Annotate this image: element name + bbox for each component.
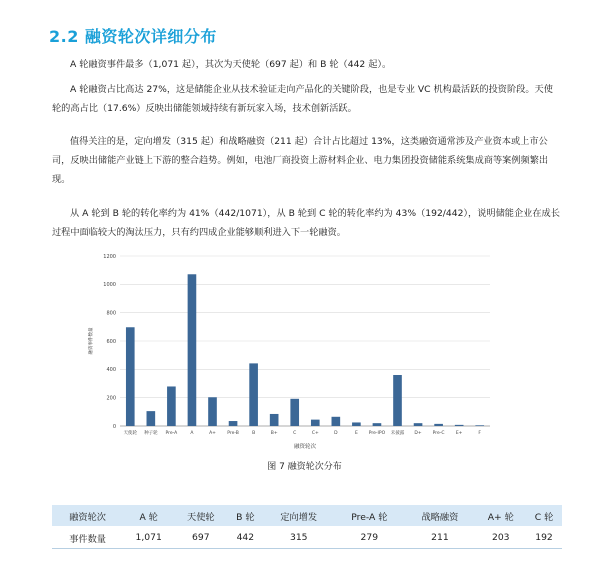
table-row xyxy=(52,527,562,549)
x-axis-title: 融资轮次 xyxy=(293,444,317,450)
bar xyxy=(475,425,484,426)
x-tick-label: D+ xyxy=(414,431,422,436)
y-tick-label: 800 xyxy=(106,310,116,317)
table-header-cell: B 轮 xyxy=(228,505,264,527)
x-tick-label: 天使轮 xyxy=(123,431,138,436)
bar xyxy=(332,417,341,426)
bar xyxy=(455,425,464,426)
bar xyxy=(290,399,299,426)
bar xyxy=(167,386,176,426)
table-header-cell: 定向增发 xyxy=(263,505,334,527)
table-cell: 697 xyxy=(174,527,227,549)
bar xyxy=(249,363,258,426)
bar xyxy=(311,420,320,426)
bar xyxy=(393,375,402,426)
bar xyxy=(434,424,443,426)
x-tick-label: Pre-B xyxy=(227,431,239,436)
bar xyxy=(126,327,135,426)
funding-round-chart xyxy=(80,248,500,458)
bar xyxy=(373,423,382,426)
bar xyxy=(188,274,197,426)
table-header-cell: C 轮 xyxy=(526,505,562,527)
table-cell: 1,071 xyxy=(123,527,174,549)
table-cell: 442 xyxy=(228,527,264,549)
bar xyxy=(147,411,156,426)
bar xyxy=(208,397,217,426)
y-tick-label: 400 xyxy=(106,367,116,374)
y-tick-label: 1000 xyxy=(103,282,116,289)
x-tick-label: 种子轮 xyxy=(144,431,158,436)
paragraph-4: 从 A 轮到 B 轮的转化率约为 41%（442/1071），从 B 轮到 C 轮的转化率约为 43%（192/442），说明储能企业在成长过程中面临较大的淘汰压力，只有约四成企业能够顺利进入下一轮融资。 xyxy=(52,208,560,238)
table-cell: 203 xyxy=(475,527,526,549)
x-tick-label: B xyxy=(252,431,256,436)
y-tick-label: 0 xyxy=(112,423,116,430)
bar xyxy=(270,414,279,426)
x-tick-label: 未披露 xyxy=(390,431,405,436)
figure-caption: 图 7 融资轮次分布 xyxy=(267,462,342,472)
paragraph-3: 值得关注的是，定向增发（315 起）和战略融资（211 起）合计占比超过 13%，这类融资通常涉及产业资本或上市公司，反映出储能产业链上下游的整合趋势。例如，电池厂商投资上游材料企业、电力集团投资储能系统集成商等案例频繁出现。 xyxy=(52,136,549,185)
table-header-cell: A+ 轮 xyxy=(475,505,526,527)
x-tick-label: Pre-C xyxy=(432,431,445,436)
bar-chart-svg xyxy=(80,248,500,458)
y-tick-label: 200 xyxy=(106,395,116,402)
x-tick-label: Pre-A xyxy=(165,431,178,436)
bar xyxy=(414,423,423,426)
x-tick-label: F xyxy=(478,431,482,436)
table-header-cell: 天使轮 xyxy=(174,505,227,527)
table-cell: 315 xyxy=(263,527,334,549)
y-tick-label: 1200 xyxy=(103,253,116,260)
table-cell: 211 xyxy=(404,527,475,549)
table-header-cell: Pre-A 轮 xyxy=(334,505,404,527)
table-row-label: 事件数量 xyxy=(52,527,123,549)
x-tick-label: Pre-IPO xyxy=(368,431,386,436)
y-axis-title: 融资事件数量 xyxy=(89,327,94,355)
table-header-cell: A 轮 xyxy=(123,505,174,527)
funding-stats-table xyxy=(52,505,562,549)
x-tick-label: C xyxy=(293,431,297,436)
paragraph-2: A 轮融资占比高达 27%，这是储能企业从技术验证走向产品化的关键阶段，也是专业 VC 机构最活跃的投资阶段。天使轮的高占比（17.6%）反映出储能领域持续有新玩家入场，技术创新活跃。 xyxy=(52,84,553,114)
x-tick-label: A+ xyxy=(209,431,216,436)
table-cell: 192 xyxy=(526,527,562,549)
x-tick-label: A xyxy=(190,431,194,436)
table-header-cell: 战略融资 xyxy=(404,505,475,527)
table-cell: 279 xyxy=(334,527,404,549)
x-tick-label: D xyxy=(334,431,338,436)
table-header-label: 融资轮次 xyxy=(52,505,123,527)
x-tick-label: C+ xyxy=(311,431,319,436)
paragraph-1: A 轮融资事件最多（1,071 起），其次为天使轮（697 起）和 B 轮（442 起）。 xyxy=(70,59,392,70)
x-tick-label: E+ xyxy=(455,431,463,436)
x-tick-label: E xyxy=(354,431,358,436)
table-header-row xyxy=(52,505,562,527)
x-tick-label: B+ xyxy=(270,431,278,436)
section-title: 2.2 融资轮次详细分布 xyxy=(49,27,217,46)
bar xyxy=(229,421,238,426)
bar xyxy=(352,422,361,426)
y-tick-label: 600 xyxy=(106,338,116,345)
